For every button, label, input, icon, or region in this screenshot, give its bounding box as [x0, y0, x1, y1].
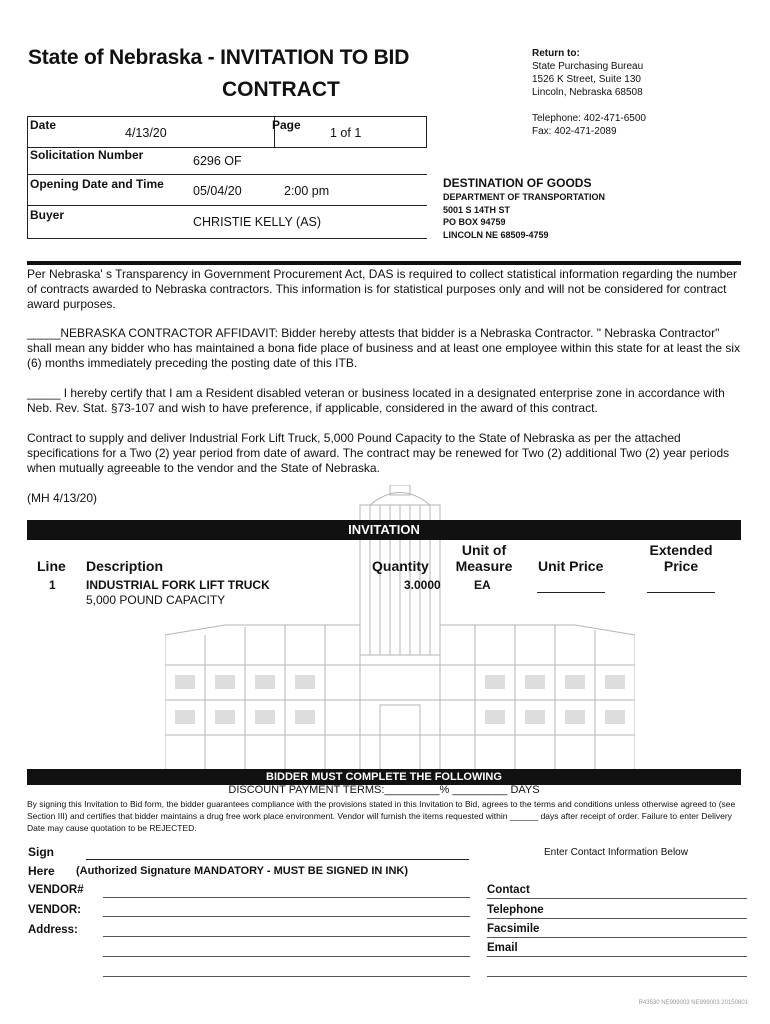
vendor-field[interactable]: [103, 916, 470, 917]
here-label: Here: [28, 864, 55, 878]
extended-price-blank[interactable]: [647, 592, 715, 593]
destination-line1: DEPARTMENT OF TRANSPORTATION: [443, 192, 605, 202]
destination-line2: 5001 S 14TH ST: [443, 204, 511, 215]
opening-time: 2:00 pm: [284, 184, 330, 198]
return-line3: Lincoln, Nebraska 68508: [532, 87, 643, 98]
vendor-label: VENDOR:: [28, 904, 82, 916]
info-divider-2: [27, 205, 427, 206]
unit-price-blank[interactable]: [537, 592, 605, 593]
return-telephone: Telephone: 402-471-6500: [532, 113, 646, 124]
opening-label: Opening Date and Time: [30, 177, 164, 191]
col-unit-price-header: Unit Price: [538, 558, 604, 574]
contract-description-paragraph: Contract to supply and deliver Industrial Fork Lift Truck, 5,000 Pound Capacity to the State of Nebraska as per the attached specifications for a Two (2) year period from date of award. The contract may be renewed for Two (2) additional Two (2) year periods when mutually agreeable to the vendor and the State of Nebraska.: [27, 431, 730, 475]
buyer-value: CHRISTIE KELLY (AS): [193, 215, 322, 229]
row-line-number: 1: [49, 578, 56, 592]
col-quantity-header: Quantity: [372, 558, 429, 574]
form-code: R43530 NE999003 NE999003 20150801: [638, 1000, 748, 1006]
discount-payment-terms: DISCOUNT PAYMENT TERMS:_________% _________ DAYS: [228, 784, 540, 796]
col-description-header: Description: [86, 558, 164, 574]
bidder-heading: BIDDER MUST COMPLETE THE FOLLOWING: [27, 769, 741, 785]
return-line1: State Purchasing Bureau: [532, 61, 644, 72]
return-address: [532, 47, 646, 138]
facsimile-field[interactable]: [487, 937, 747, 938]
bidder-terms-text: By signing this Invitation to Bid form, the bidder guarantees compliance with the provisions stated in this Invitation to Bid, agrees to the terms and conditions unless otherwise agreed to (see Section III) and certifies that bidder maintains a drug free work place environment. Vendor will furnish the items requested within ______ days after receipt of order. Failure to enter Delivery Date may cause quotation to be REJECTED.: [27, 799, 736, 833]
email-field-2[interactable]: [487, 976, 747, 977]
telephone-label: Telephone: [487, 904, 544, 916]
col-ext-header-line1: Extended: [649, 542, 713, 558]
col-uom-header-line2: Measure: [455, 558, 513, 574]
email-field[interactable]: [487, 956, 747, 957]
destination-line4: LINCOLN NE 68509-4759: [443, 229, 549, 240]
reference-note: (MH 4/13/20): [27, 491, 98, 505]
info-bottom-border: [27, 238, 427, 239]
col-uom-header: [454, 542, 514, 574]
date-value: 4/13/20: [125, 126, 167, 140]
col-line-header: Line: [37, 558, 66, 574]
contact-info-prompt: Enter Contact Information Below: [544, 847, 688, 858]
info-left-border: [27, 148, 28, 239]
opening-date: 05/04/20: [193, 184, 242, 198]
veteran-preference-paragraph: _____ I hereby certify that I am a Resident disabled veteran or business located in a designated enterprise zone in accordance with Neb. Rev. Stat. §73-107 and wish to have preference, if applicable, considered in the award of this contract.: [27, 386, 725, 415]
destination-heading: DESTINATION OF GOODS: [443, 176, 592, 190]
telephone-field[interactable]: [487, 918, 747, 919]
page-label: Page: [272, 118, 301, 132]
row-uom: EA: [474, 578, 491, 592]
address-field-3[interactable]: [103, 976, 470, 977]
contact-field[interactable]: [487, 898, 747, 899]
invitation-heading: INVITATION: [27, 520, 741, 540]
date-page-box: [27, 116, 427, 148]
date-label: Date: [30, 118, 57, 132]
solicitation-value: 6296 OF: [193, 154, 242, 168]
page-title: State of Nebraska - INVITATION TO BID: [28, 46, 410, 69]
solicitation-label: Solicitation Number: [30, 148, 144, 162]
vendor-number-label: VENDOR#: [28, 884, 84, 896]
contractor-affidavit-paragraph: _____NEBRASKA CONTRACTOR AFFIDAVIT: Bidder hereby attests that bidder is a Nebraska Contractor. " Nebraska Contractor" shall mean any bidder who has maintained a bona fide place of business and at least one employee within this state for at least the six (6) months immediately preceding the posting date of this ITB.: [27, 326, 741, 370]
address-field-1[interactable]: [103, 936, 470, 937]
email-label: Email: [487, 942, 518, 954]
signature-line[interactable]: [86, 859, 469, 860]
page-subtitle: CONTRACT: [222, 78, 340, 101]
address-field-2[interactable]: [103, 956, 470, 957]
info-divider-1: [27, 174, 427, 175]
vendor-number-field[interactable]: [103, 897, 470, 898]
row-description-detail: 5,000 POUND CAPACITY: [86, 593, 226, 607]
sign-label: Sign: [28, 845, 54, 859]
facsimile-label: Facsimile: [487, 923, 540, 935]
return-line2: 1526 K Street, Suite 130: [532, 74, 641, 85]
return-label: Return to:: [532, 48, 580, 59]
row-description: INDUSTRIAL FORK LIFT TRUCK: [86, 578, 270, 592]
return-fax: Fax: 402-471-2089: [532, 126, 617, 137]
contact-label: Contact: [487, 884, 530, 896]
destination-line3: PO BOX 94759: [443, 217, 506, 227]
transparency-paragraph: Per Nebraska' s Transparency in Government Procurement Act, DAS is required to collect statistical information regarding the number of contracts awarded to Nebraska contractors. This information is for statistical purposes only and will not be considered for contract award purposes.: [27, 267, 737, 311]
buyer-label: Buyer: [30, 208, 65, 222]
col-uom-header-line1: Unit of: [461, 542, 507, 558]
authorized-signature-note: (Authorized Signature MANDATORY - MUST BE SIGNED IN INK): [76, 865, 409, 877]
row-quantity: 3.0000: [404, 578, 441, 592]
page-value: 1 of 1: [330, 126, 362, 140]
destination-of-goods: [443, 176, 605, 241]
col-extended-price-header: [646, 542, 716, 574]
col-ext-header-line2: Price: [663, 558, 699, 574]
section-rule: [27, 261, 741, 265]
address-label: Address:: [28, 924, 78, 936]
